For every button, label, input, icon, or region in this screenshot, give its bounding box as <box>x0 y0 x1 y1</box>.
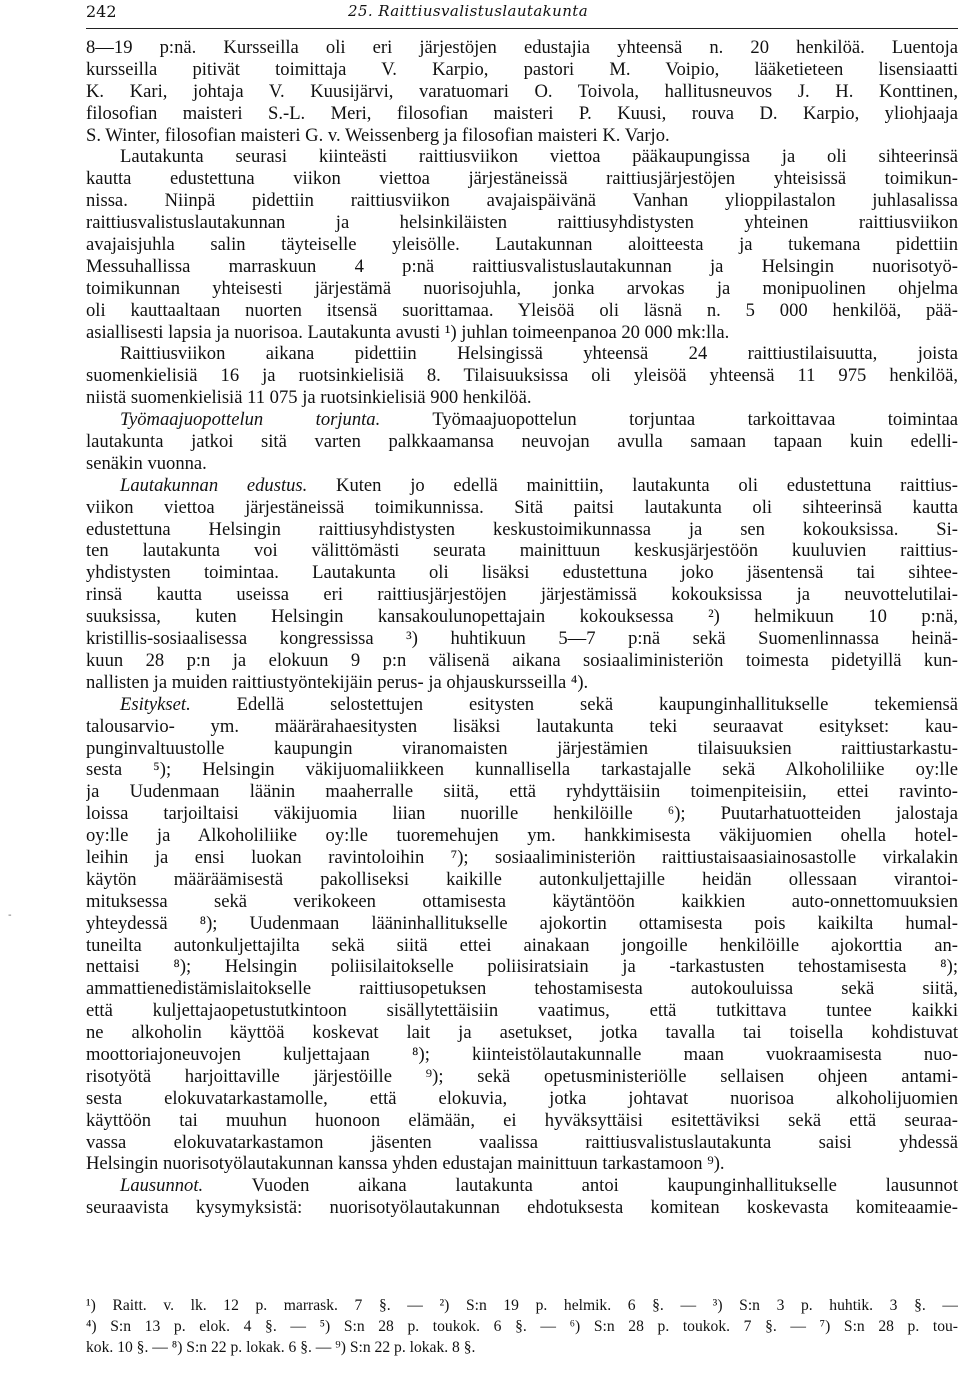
text-line: Helsingin nuorisotyölautakunnan kanssa yhden edustajan mainittuun tarkastamoon ⁹). <box>86 1153 725 1175</box>
text-line: loissa tarjoiltaisi väkijuomia liian nuorille henkilöille ⁶); Puutarhatuotteiden jalostaja <box>86 803 958 825</box>
text-line: S. Winter, filosofian maisteri G. v. Weissenberg ja filosofian maisteri K. Varjo. <box>86 124 670 146</box>
text-line: Messuhallissa marraskuun 4 p:nä raittiusvalistuslautakunnan ja Helsingin nuorisotyö- <box>86 255 958 277</box>
text-line: punginvaltuustolle kaupungin viranomaisten järjestämien tilaisuuksien raittiustarkastu- <box>86 737 958 759</box>
footnotes <box>86 1295 958 1358</box>
text-line: oli kauttaaltaan nuorten itsensä suorittamaa. Yleisöä oli läsnä n. 5 000 henkilöä, pää- <box>86 299 958 321</box>
text-line: oy:lle ja Alkoholiliike oy:lle tuoremehujen ym. hankkimisesta väkijuomien ohella hotel- <box>86 825 958 847</box>
text-line: yhdistysten toimintaa. Lautakunta oli lisäksi edustettuna joko jäsentensä tai sihtee- <box>86 562 958 584</box>
text-line: leihin ja ensi luokan ravintoloihin ⁷); sosiaaliministeriön raittiustaisaasiainosastolle virkalakin <box>86 846 958 868</box>
text-line: asiallisesti lapsia ja nuorisoa. Lautakunta avusti ¹) juhlan toimeenpanoa 20 000 mk:lla. <box>86 321 730 343</box>
text-line: sesta ⁵); Helsingin väkijuomaliikkeen kunnallisella tarkastajalle sekä Alkoholiliike oy:lle <box>86 759 958 781</box>
text-line: ten lautakunta voi välittömästi seurata mainittuun keskusjärjestöön kuuluvien raittius- <box>86 540 958 562</box>
text-line: suuksissa, kuten Helsingin kansakoulunopettajain kokouksessa ²) helmikuun 10 p:nä, <box>86 606 958 628</box>
text-line: edustettuna Helsingin raittiusyhdistysten keskustoimikunnassa ja sen kokouksissa. Si- <box>86 518 958 540</box>
text-line: raittiusvalistuslautakunnan ja helsinkiläisten raittiusyhdistysten yhteinen raittiusviikon <box>86 212 958 234</box>
text-line: että kuljettajaopetustutkintoon sisällytettäisiin vaatimus, että tutkittava tuntee kaikki <box>86 1000 958 1022</box>
text-line: Lautakunnan edustus. Kuten jo edellä mainittiin, lautakunta oli edustettuna raittius- <box>120 474 958 496</box>
text-line: tuneilta autonkuljettajilta sekä siitä ettei ainakaan jongoille henkilöille ajokorttia an- <box>86 934 958 956</box>
text-line: mituksessa sekä verikokeen ottamisesta käytäntöön kaikkien auto-onnettomuuksien <box>86 890 958 912</box>
running-title: 25. Raittiusvalistuslautakunta <box>348 2 589 20</box>
text-line: Esitykset. Edellä selostettujen esitysten sekä kaupunginhallitukselle tekemiensä <box>120 693 958 715</box>
text-line: avajaisjuhla salin täyteiselle yleisölle. Lautakunnan aloitteesta ja tukemana pidettiin <box>86 234 958 256</box>
text-line: nissa. Niinpä pidettiin raittiusviikon avajaispäivänä Vanhan ylioppilastalon juhlasalissa <box>86 190 958 212</box>
footnote-line: ⁴) S:n 13 p. elok. 4 §. — ⁵) S:n 28 p. toukok. 6 §. — ⁶) S:n 28 p. toukok. 7 §. — ⁷) S:n 28 p. tou- <box>86 1318 958 1335</box>
text-line: sesta elokuvatarkastamolle, että elokuvia, jotka johtavat nuorisoa alkoholijuomien <box>86 1087 958 1109</box>
text-line: niistä suomenkielisiä 11 075 ja ruotsinkielisiä 900 henkilöä. <box>86 387 532 409</box>
text-line: Työmaajuopottelun torjunta. Työmaajuopottelun torjuntaa tarkoittavaa toimintaa <box>120 409 958 431</box>
text-line: kautta edustettuna viikon viettoa järjestäneissä raittiusjärjestöjen yhteisissä toimikun- <box>86 168 958 190</box>
text-line: filosofian maisteri S.-L. Meri, filosofian maisteri P. Kuusi, rouva D. Karpio, yliohjaaja <box>86 102 958 124</box>
header-rule <box>86 28 958 29</box>
footnote-line: ¹) Raitt. v. lk. 12 p. marrask. 7 §. — ²) S:n 19 p. helmik. 6 §. — ³) S:n 3 p. huhtik. 3 §. — <box>86 1297 958 1314</box>
text-line: senäkin vuonna. <box>86 452 207 474</box>
text-line: yhteydessä ⁸); Uudenmaan lääninhallitukselle ajokortin ottamisesta pois kaikilta humal- <box>86 912 958 934</box>
margin-mark: - <box>8 910 12 921</box>
text-line: ja Uudenmaan läänin maaherralle siitä, että ryhdyttäisiin toimenpiteisiin, ettei ravinto- <box>86 781 958 803</box>
text-line: moottoriajoneuvojen kuljettajaan ⁸); kiinteistölautakunnalle maan vuokraamisesta nuo- <box>86 1043 958 1065</box>
page-number: 242 <box>86 2 117 21</box>
text-line: nallisten ja muiden raittiustyöntekijäin perus- ja ohjauskursseilla ⁴). <box>86 671 589 693</box>
text-line: K. Kari, johtaja V. Kuusijärvi, varatuomari O. Toivola, hallitusneuvos J. H. Konttinen, <box>86 80 958 102</box>
text-line: risotyötä harjoittaville järjestöille ⁹); sekä opetusministeriölle sellaisen ohjeen antami- <box>86 1065 958 1087</box>
text-line: ne alkoholin käyttöä koskevat lait ja asetukset, jotka tavalla tai toisella kohdistuvat <box>86 1022 958 1044</box>
text-line: nettaisi ⁸); Helsingin poliisilaitokselle poliisiratsiain ja -tarkastusten tehostamisesta ⁸); <box>86 956 958 978</box>
text-line: kristillis-sosiaalisessa kongressissa ³) huhtikuun 5—7 p:nä sekä Suomenlinnassa heinä- <box>86 628 958 650</box>
footnote-line: kok. 10 §. — ⁸) S:n 22 p. lokak. 6 §. — ⁹) S:n 22 p. lokak. 8 §. <box>86 1339 476 1356</box>
text-line: talousarvio- ym. määrärahaesitysten lisäksi lautakunta teki seuraavat esitykset: kau- <box>86 715 958 737</box>
text-line: käyttöön tai muuhun huonoon elämään, ei hyväksyttäisi esitettäviksi sekä että seuraa- <box>86 1109 958 1131</box>
text-line: Lausunnot. Vuoden aikana lautakunta antoi kaupunginhallitukselle lausunnot <box>120 1175 958 1197</box>
text-line: lautakunta jatkoi sitä varten palkkaamansa neuvojan avulla samaan tapaan kuin edelli- <box>86 431 958 453</box>
text-line: kuun 28 p:n ja elokuun 9 p:n välisenä aikana sosiaaliministeriön toimesta pidetyillä kun- <box>86 649 958 671</box>
text-line: toimikunnan yhteisesti järjestämä nuorisojuhla, jonka arvokas ja monipuolinen ohjelma <box>86 277 958 299</box>
text-line: 8—19 p:nä. Kursseilla oli eri järjestöjen edustajia yhteensä n. 20 henkilöä. Luentoja <box>86 37 958 58</box>
text-line: viikon viettoa järjestäneissä toimikunnissa. Sitä paitsi lautakunta oli sihteerinsä kautta <box>86 496 958 518</box>
text-line: käytön määräämisestä pakolliseksi kaikille autonkuljettajille heidän ollessaan virantoi- <box>86 868 958 890</box>
text-line: Lautakunta seurasi kiinteästi raittiusviikon viettoa pääkaupungissa ja oli sihteerinsä <box>120 146 958 168</box>
text-line: kursseilla pitivät toimittaja V. Karpio, pastori M. Voipio, lääketieteen lisensiaatti <box>86 58 958 80</box>
text-line: ammattienedistämislaitokselle raittiusopetuksen tehostamisesta autokouluissa sekä siitä, <box>86 978 958 1000</box>
text-line: Raittiusviikon aikana pidettiin Helsingissä yhteensä 24 raittiustilaisuutta, joista <box>120 343 958 365</box>
text-line: seuraavista kysymyksistä: nuorisotyölautakunnan ehdotuksesta komitean koskevasta komiteaamie- <box>86 1197 958 1219</box>
text-line: suomenkielisiä 16 ja ruotsinkielisiä 8. Tilaisuuksissa oli yleisöä yhteensä 11 975 henkilöä, <box>86 365 958 387</box>
page-header <box>86 2 956 24</box>
body-text <box>86 37 958 1219</box>
text-line: rinsä kautta useissa eri raittiusjärjestöjen järjestämissä kokouksissa ja neuvottelutilai- <box>86 584 958 606</box>
text-line: vassa elokuvatarkastamon jäsenten vaalissa raittiusvalistuslautakunta saisi yhdessä <box>86 1131 958 1153</box>
